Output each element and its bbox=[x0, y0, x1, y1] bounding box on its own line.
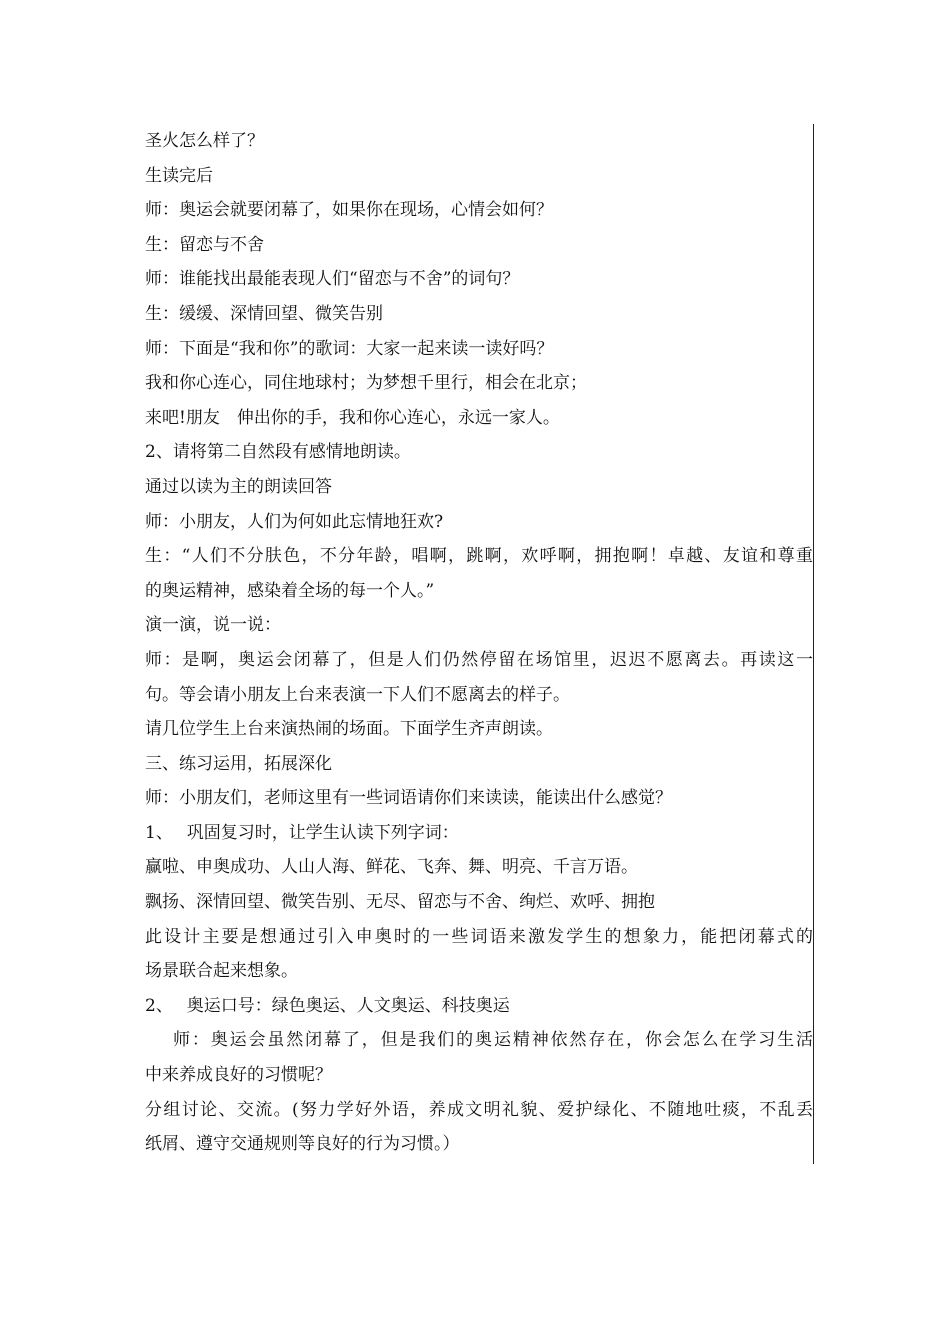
text-line: 生：缓缓、深情回望、微笑告别 bbox=[145, 303, 383, 324]
text-line: 师：小朋友，人们为何如此忘情地狂欢? bbox=[145, 511, 444, 532]
text-line: 场景联合起来想象。 bbox=[145, 961, 298, 982]
text-line: 赢啦、申奥成功、人山人海、鲜花、飞奔、舞、明亮、千言万语。 bbox=[145, 857, 638, 878]
text-line: 演一演，说一说： bbox=[145, 615, 281, 636]
text-line: 师：小朋友们，老师这里有一些词语请你们来读读，能读出什么感觉？ bbox=[145, 788, 672, 809]
text-line: 此设计主要是想通过引入申奥时的一些词语来激发学生的想象力，能把闭幕式的 bbox=[145, 926, 813, 947]
text-line: 师：下面是“我和你”的歌词：大家一起来读一读好吗？ bbox=[145, 338, 554, 359]
text-line: 句。等会请小朋友上台来表演一下人们不愿离去的样子。 bbox=[145, 684, 570, 705]
text-line: 师：奥运会就要闭幕了，如果你在现场，心情会如何？ bbox=[145, 200, 553, 221]
text-line: 1、 巩固复习时，让学生认读下列字词： bbox=[145, 822, 459, 843]
text-line: 2、请将第二自然段有感情地朗读。 bbox=[145, 442, 411, 463]
text-line: 通过以读为主的朗读回答 bbox=[145, 476, 332, 497]
text-line: 请几位学生上台来演热闹的场面。下面学生齐声朗读。 bbox=[145, 719, 553, 740]
text-line: 2、 奥运口号：绿色奥运、人文奥运、科技奥运 bbox=[145, 995, 510, 1016]
text-line: 分组讨论、交流。(努力学好外语，养成文明礼貌、爱护绿化、不随地吐痰，不乱丢 bbox=[145, 1099, 813, 1120]
text-line: 飘扬、深情回望、微笑告别、无尽、留恋与不舍、绚烂、欢呼、拥抱 bbox=[145, 892, 655, 913]
text-line: 圣火怎么样了？ bbox=[145, 131, 264, 151]
text-line: 师：奥运会虽然闭幕了，但是我们的奥运精神依然存在，你会怎么在学习生活 bbox=[173, 1030, 813, 1051]
text-line: 纸屑、遵守交通规则等良好的行为习惯。） bbox=[145, 1134, 460, 1155]
text-line: 中来养成良好的习惯呢？ bbox=[145, 1065, 332, 1086]
text-line: 来吧!朋友 伸出你的手，我和你心连心，永远一家人。 bbox=[145, 407, 560, 428]
text-line: 师：是啊，奥运会闭幕了，但是人们仍然停留在场馆里，迟迟不愿离去。再读这一 bbox=[145, 649, 813, 670]
table-right-border bbox=[813, 124, 814, 1164]
text-line: 生：“人们不分肤色，不分年龄，唱啊，跳啊，欢呼啊，拥抱啊！卓越、友谊和尊重 bbox=[145, 546, 813, 567]
text-line: 的奥运精神，感染着全场的每一个人。” bbox=[145, 580, 435, 601]
section-heading: 三、练习运用，拓展深化 bbox=[145, 753, 332, 774]
text-line: 我和你心连心，同住地球村；为梦想千里行，相会在北京； bbox=[145, 373, 587, 394]
document-body bbox=[145, 124, 813, 1162]
text-line: 师：谁能找出最能表现人们“留恋与不舍”的词句？ bbox=[145, 269, 520, 290]
text-line: 生读完后 bbox=[145, 165, 213, 186]
text-line: 生：留恋与不舍 bbox=[145, 234, 264, 255]
